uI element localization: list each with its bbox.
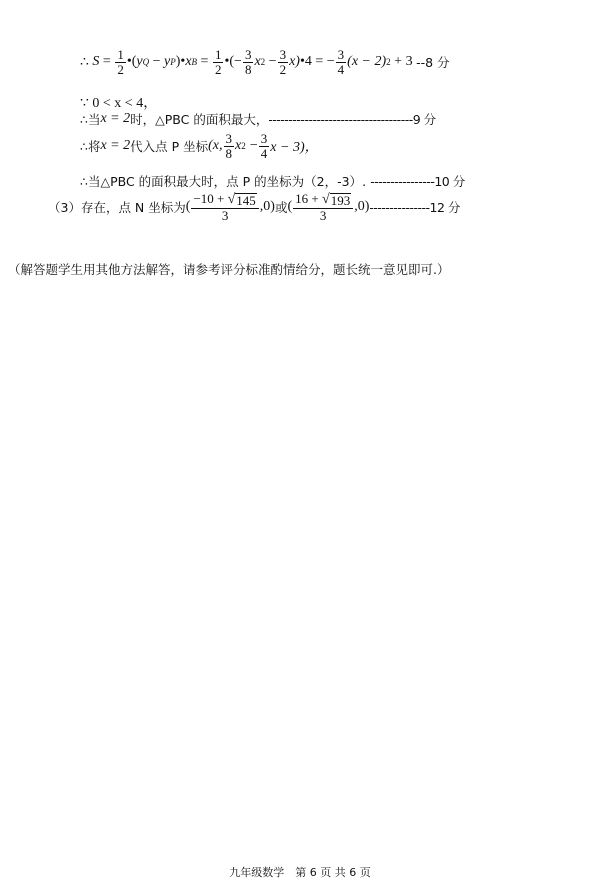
- number-four: 4: [304, 54, 312, 70]
- substitution-line: [80, 132, 319, 160]
- fraction-half: [115, 48, 126, 76]
- denominator: 4: [260, 145, 268, 161]
- note-text: （解答题学生用其他方法解答，请参考评分标准酌情给分，题长统一意见即可.）: [8, 262, 450, 277]
- numerator-prefix: 16 +: [295, 191, 322, 206]
- part-three-label: （3）存在，点 N 坐标为: [48, 200, 186, 216]
- area-variable: S: [92, 54, 100, 70]
- fraction-three-eighths: [224, 132, 235, 160]
- paren: (: [185, 199, 191, 215]
- x-variable: x: [254, 54, 261, 70]
- fraction-three-eighths: [243, 48, 254, 76]
- dot-operator: •: [299, 54, 305, 70]
- score-line-8: [80, 48, 450, 76]
- denominator: 8: [244, 61, 252, 77]
- score-marker: ---------------12 分: [369, 200, 460, 216]
- condition-line: [80, 92, 157, 112]
- score-marker: --8 分: [416, 55, 450, 71]
- fraction-n1: [191, 192, 258, 222]
- numerator: [293, 192, 353, 209]
- score-marker: ----------------10 分: [370, 174, 465, 189]
- square-expression: (x − 2): [347, 54, 387, 70]
- x-variable: x: [235, 138, 242, 154]
- minus: −: [249, 138, 258, 154]
- subscript: B: [191, 57, 198, 68]
- denominator: 2: [279, 61, 287, 77]
- footer-text: 九年级数学 第 6 页 共 6 页: [229, 866, 371, 879]
- dot-operator: •: [126, 54, 132, 70]
- score-marker: ------------------------------------9 分: [268, 112, 436, 127]
- equals: =: [315, 54, 324, 70]
- text: 时，△PBC 的面积最大，: [130, 112, 269, 127]
- numerator: [191, 192, 258, 209]
- minus: −: [268, 54, 277, 70]
- superscript: 2: [241, 141, 246, 152]
- radicand: 145: [236, 193, 256, 208]
- fraction-half: [213, 48, 224, 76]
- therefore-symbol: ∴: [80, 54, 89, 70]
- numerator-prefix: −10 +: [193, 191, 228, 206]
- denominator: 8: [225, 145, 233, 161]
- text: 代入点 P 坐标: [130, 139, 209, 155]
- fraction-three-quarters: [259, 132, 270, 160]
- x-equals-2: x = 2: [100, 111, 131, 126]
- numerator: 3: [337, 47, 345, 62]
- plus-three: + 3: [394, 54, 413, 70]
- square-root: √ 193: [322, 192, 351, 208]
- paren: ): [175, 54, 181, 70]
- x-b: x: [185, 54, 192, 70]
- dot-operator: •: [224, 54, 230, 70]
- paren: ,0): [354, 199, 370, 215]
- numerator: 3: [260, 131, 268, 146]
- paren: (: [287, 199, 293, 215]
- paren: (: [131, 54, 137, 70]
- denominator: 3: [221, 207, 229, 223]
- denominator: 2: [214, 61, 222, 77]
- numerator: 1: [214, 47, 222, 62]
- paren: ,0): [259, 199, 275, 215]
- numerator: 3: [225, 131, 233, 146]
- fraction-three-halves: [278, 48, 289, 76]
- condition-text: ∵ 0 < x < 4，: [80, 96, 158, 111]
- denominator: 2: [117, 61, 124, 77]
- x-close: x): [289, 54, 300, 70]
- y-p: y: [164, 54, 171, 70]
- score-line-10: [80, 172, 465, 190]
- square-root: √ 145: [227, 192, 256, 208]
- minus: −: [234, 54, 242, 70]
- score-line-9: [80, 110, 436, 128]
- score-line-12: [48, 192, 460, 222]
- paren: (: [229, 54, 235, 70]
- denominator: 3: [319, 207, 327, 223]
- dot-operator: •: [180, 54, 186, 70]
- text: ∴将: [80, 139, 101, 155]
- superscript: 2: [386, 57, 391, 68]
- fraction-three-quarters: [336, 48, 347, 76]
- subscript: Q: [142, 57, 150, 68]
- or-word: 或: [274, 200, 288, 216]
- equals: =: [102, 54, 111, 70]
- minus: −: [152, 54, 161, 70]
- fraction-n2: [293, 192, 353, 222]
- grading-note: [8, 260, 449, 278]
- minus: −: [326, 54, 335, 70]
- page-footer: [0, 864, 600, 880]
- text: ∴当: [80, 112, 101, 127]
- denominator: 4: [337, 61, 345, 77]
- x-equals-2: x = 2: [100, 138, 131, 154]
- coordinate-open: (x,: [208, 138, 223, 154]
- subscript: P: [170, 57, 176, 68]
- result-text: ∴当△PBC 的面积最大时，点 P 的坐标为（2，-3）.: [80, 174, 367, 189]
- numerator: 3: [279, 47, 287, 62]
- radicand: 193: [330, 193, 351, 208]
- numerator: 3: [244, 47, 252, 62]
- y-q: y: [136, 54, 143, 70]
- equals: =: [200, 54, 209, 70]
- superscript: 2: [260, 57, 266, 68]
- numerator: 1: [117, 47, 124, 62]
- coordinate-close: x − 3)，: [270, 140, 319, 156]
